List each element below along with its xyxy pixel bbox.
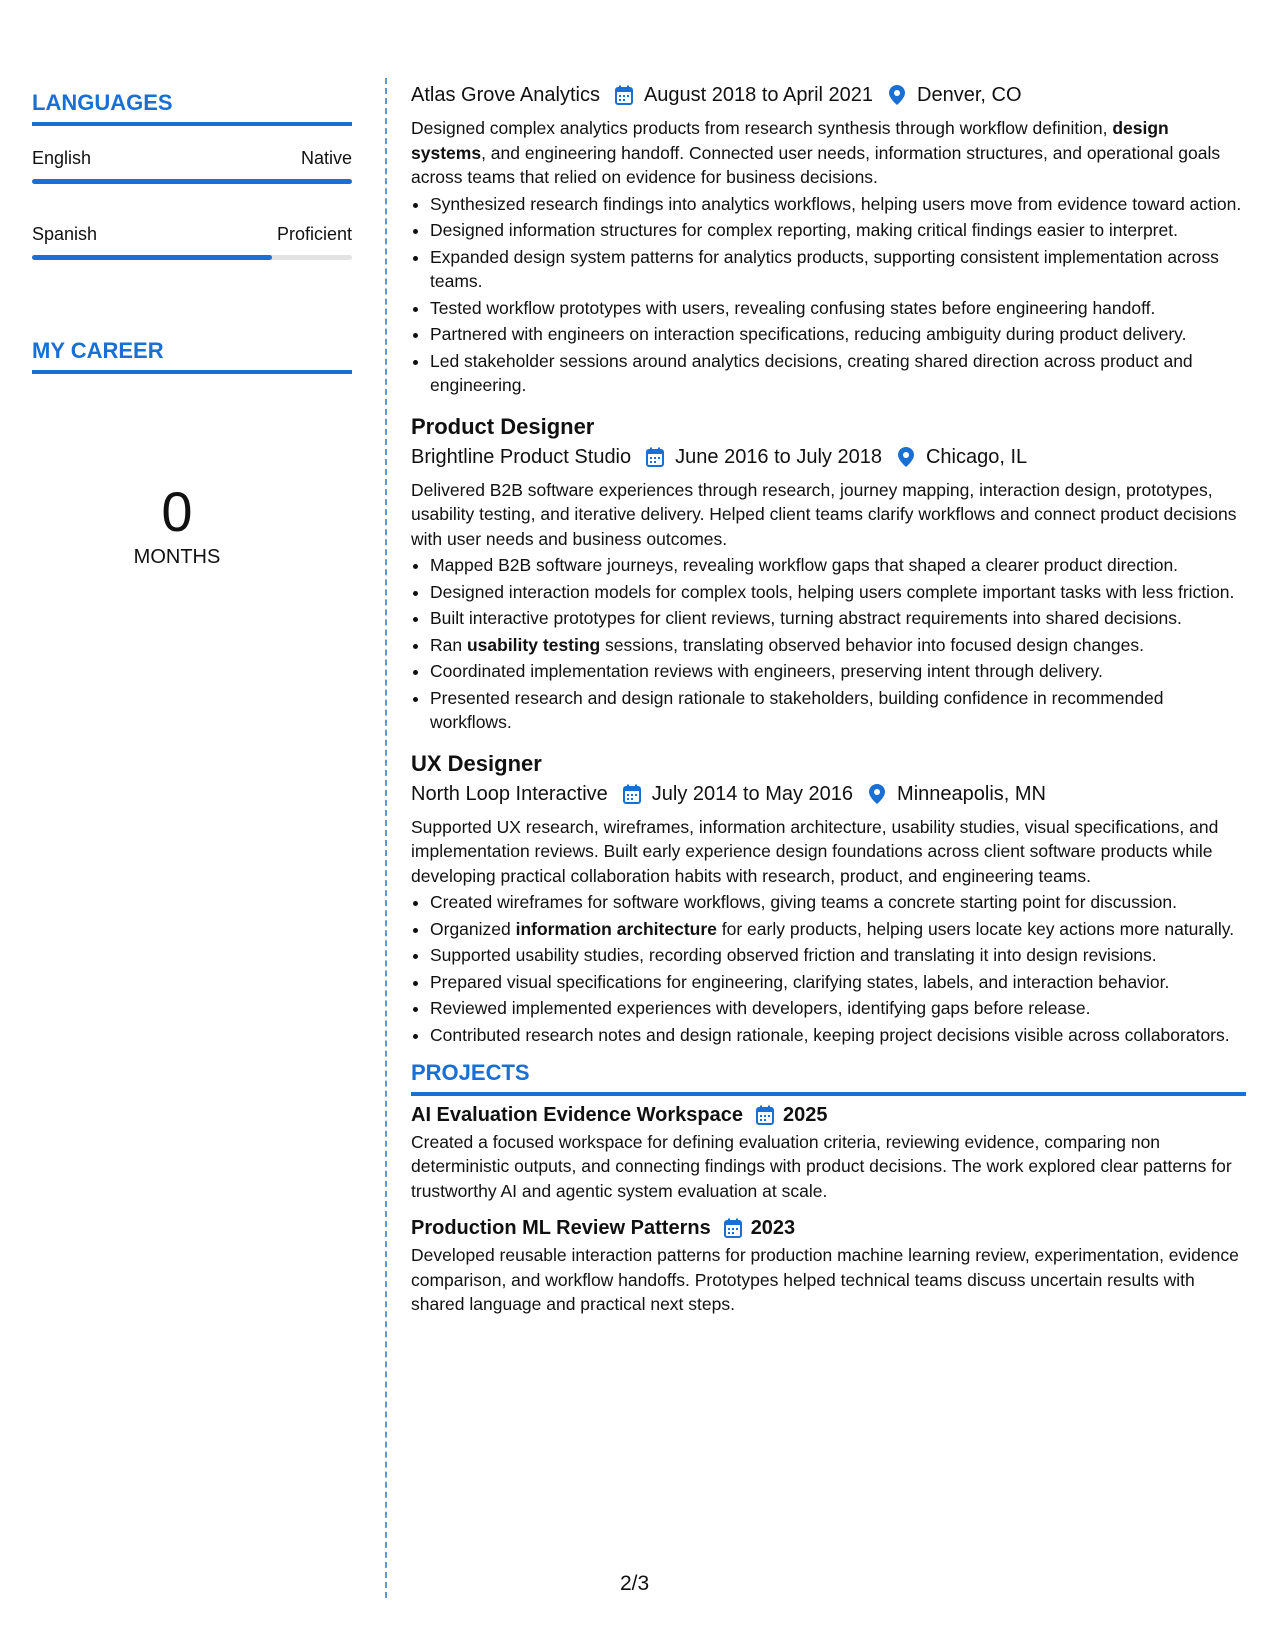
language-level: Proficient — [276, 224, 352, 244]
bullet-item: • Partnered with engineers on interaction specifications, reducing ambiguity during product delivery. — [430, 322, 1246, 347]
project-header — [411, 1100, 1246, 1130]
language-name: English — [32, 148, 92, 168]
job-entry — [411, 749, 1246, 1048]
job-location: Chicago, IL — [925, 445, 1028, 468]
language-level: Native — [300, 148, 352, 168]
bullet-item: • Led stakeholder sessions around analytics decisions, creating shared direction across product and engineering. — [430, 349, 1246, 398]
calendar-icon — [755, 1105, 775, 1125]
career-count-value: 0 — [161, 480, 193, 543]
bullet-item: • Created wireframes for software workflows, giving teams a concrete starting point for discussion. — [430, 890, 1246, 915]
bullet-text: sessions, translating observed behavior into focused design changes. — [600, 634, 1144, 655]
career-counter — [32, 480, 322, 569]
bullet-item: • Mapped B2B software journeys, revealing workflow gaps that shaped a clearer product direction. — [430, 553, 1246, 578]
bullet-text: Organized — [430, 918, 516, 939]
job-title: Product Designer — [411, 413, 595, 439]
language-name: Spanish — [32, 224, 98, 244]
bullet-text: Ran — [430, 634, 467, 655]
job-dates: August 2018 to April 2021 — [643, 84, 874, 106]
job-meta — [411, 779, 1246, 809]
job-dates-item — [645, 442, 882, 472]
bullet-item: • Synthesized research findings into analytics workflows, helping users move from evidence toward action. — [430, 192, 1246, 217]
bullet-item: • Coordinated implementation reviews with engineers, preserving intent through delivery. — [430, 659, 1246, 684]
summary-text: , and engineering handoff. Connected user needs, information structures, and operational goals across teams that relied on evidence for business decisions. — [411, 142, 1221, 187]
job-location-item — [867, 779, 1046, 809]
project-name: Production ML Review Patterns — [411, 1217, 711, 1239]
map-pin-icon — [867, 784, 887, 804]
summary-text: Designed complex analytics products from research synthesis through workflow definition, — [411, 118, 1113, 138]
map-pin-icon — [887, 85, 907, 105]
bullet-item: • Expanded design system patterns for analytics products, supporting consistent implementation across teams. — [430, 245, 1246, 294]
bullet-item — [430, 633, 1246, 658]
sidebar — [32, 90, 352, 569]
bullet-item — [430, 917, 1246, 942]
language-proficiency-bar — [32, 179, 352, 184]
calendar-icon — [723, 1218, 743, 1238]
job-dates: July 2014 to May 2016 — [651, 782, 854, 805]
language-proficiency-bar — [32, 255, 352, 260]
project-header — [411, 1213, 1246, 1243]
job-entry — [411, 412, 1246, 735]
job-location-item — [887, 80, 1021, 110]
project-name: AI Evaluation Evidence Workspace — [411, 1103, 743, 1126]
job-location-item — [896, 442, 1027, 472]
page-number: 2/3 — [620, 1572, 650, 1595]
job-bullets — [411, 553, 1246, 735]
job-dates-item — [614, 80, 873, 110]
career-heading: MY CAREER — [32, 338, 352, 374]
project-entry — [411, 1100, 1246, 1204]
bullet-item: • Presented research and design rationale to stakeholders, building confidence in recommended workflows. — [430, 686, 1246, 735]
summary-bold-text: design systems — [411, 118, 1169, 163]
language-proficiency-fill — [32, 179, 352, 184]
projects-heading: PROJECTS — [411, 1061, 1246, 1096]
bullet-item: • Designed interaction models for complex tools, helping users complete important tasks with less friction. — [430, 580, 1246, 605]
career-section — [32, 338, 352, 569]
job-title: UX Designer — [411, 750, 542, 776]
career-count-unit: MONTHS — [133, 546, 221, 568]
calendar-icon — [614, 85, 634, 105]
calendar-icon — [645, 447, 665, 467]
languages-heading: LANGUAGES — [32, 90, 352, 126]
job-summary: Delivered B2B software experiences through research, journey mapping, interaction design, prototypes, usability testing, and iterative delivery. Helped client teams clarify workflows and connect product decisions with user needs and business outcomes. — [411, 479, 1237, 549]
bullet-bold-text: information architecture — [515, 918, 717, 939]
bullet-item: • Built interactive prototypes for client reviews, turning abstract requirements into shared decisions. — [430, 606, 1246, 631]
job-summary — [411, 116, 1246, 190]
language-proficiency-fill — [32, 255, 272, 260]
job-company: North Loop Interactive — [411, 782, 608, 805]
project-description: Developed reusable interaction patterns for production machine learning review, experimentation, evidence comparison, and workflow handoffs. Prototypes helped technical teams discuss uncertain results with shared language and practical next steps. — [411, 1245, 1239, 1314]
job-meta — [411, 442, 1246, 472]
job-entry — [411, 80, 1246, 398]
bullet-bold-text: usability testing — [466, 634, 601, 655]
project-year: 2023 — [750, 1217, 796, 1239]
column-divider — [385, 78, 387, 1598]
job-summary: Supported UX research, wireframes, information architecture, usability studies, visual specifications, and implementation reviews. Built early experience design foundations across client software products while developing practical collaboration habits with research, product, and engineering teams. — [411, 816, 1219, 886]
project-description: Created a focused workspace for defining evaluation criteria, reviewing evidence, comparing non deterministic outputs, and connecting findings with product decisions. The work explored clear patterns for trustworthy AI and agentic system evaluation at scale. — [411, 1131, 1232, 1201]
project-year: 2025 — [782, 1103, 828, 1126]
map-pin-icon — [896, 447, 916, 467]
job-meta — [411, 80, 1246, 110]
project-entry — [411, 1213, 1246, 1317]
language-item — [32, 148, 352, 184]
bullet-item: • Prepared visual specifications for engineering, clarifying states, labels, and interaction behavior. — [430, 970, 1246, 995]
bullet-item: • Contributed research notes and design rationale, keeping project decisions visible across collaborators. — [430, 1023, 1246, 1048]
language-item — [32, 224, 352, 260]
job-company: Brightline Product Studio — [411, 445, 632, 468]
job-company: Atlas Grove Analytics — [411, 84, 600, 106]
job-dates-item — [622, 779, 853, 809]
job-bullets — [411, 890, 1246, 1047]
bullet-item: • Supported usability studies, recording observed friction and translating it into design revisions. — [430, 943, 1246, 968]
job-dates: June 2016 to July 2018 — [675, 445, 882, 468]
experience-column — [411, 80, 1246, 1327]
bullet-item: • Reviewed implemented experiences with developers, identifying gaps before release. — [430, 996, 1246, 1021]
job-location: Minneapolis, MN — [897, 782, 1046, 805]
bullet-item: • Tested workflow prototypes with users, revealing confusing states before engineering handoff. — [430, 296, 1246, 321]
bullet-text: for early products, helping users locate key actions more naturally. — [716, 918, 1235, 939]
job-location: Denver, CO — [917, 84, 1022, 106]
bullet-item: • Designed information structures for complex reporting, making critical findings easier to interpret. — [430, 218, 1246, 243]
calendar-icon — [622, 784, 642, 804]
job-bullets — [411, 192, 1246, 398]
